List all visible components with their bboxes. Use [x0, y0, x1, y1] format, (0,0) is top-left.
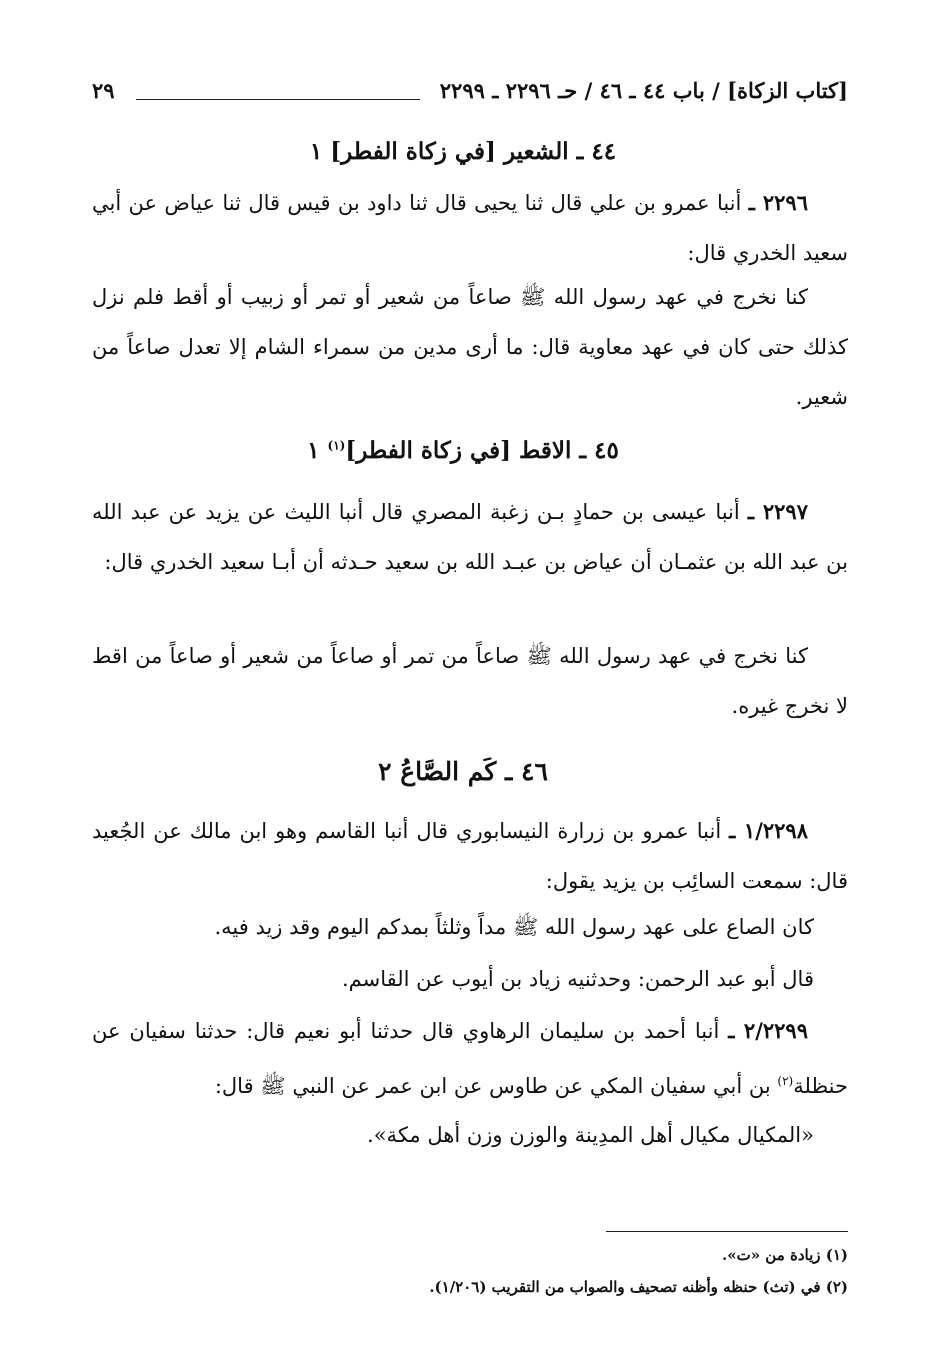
isnad-text: أنبا عيسى بن حمادٍ بـن زغبة المصري قال أنبا الليث عن يزيد عن عبد الله بن عبد الله بن عثمـان أن عياض بن عبـد الله بن سعيد حـدثه أن أبـا سعيد الخدري قال: [92, 500, 848, 574]
hadith-number: ٢٢٩٧ ـ [747, 499, 808, 524]
footnote-rule [606, 1231, 848, 1232]
chapter-heading-44: ٤٤ ـ الشعير [في زكاة الفطر] ١ [309, 138, 617, 165]
hadith-2299-matn: «المكيال مكيال أهل المدِينة والوزن وزن أهل مكة». [367, 1123, 814, 1147]
footnote-2: (٢) في (تث) حنظه وأظنه تصحيف والصواب من التقريب (١/٢٠٦). [429, 1278, 848, 1296]
footnote-marker: (١) [327, 438, 346, 453]
heading-tail: ١ [307, 437, 328, 464]
isnad-text-b: بن أبي سفيان المكي عن طاوس عن ابن عمر عن النبي ﷺ قال: [214, 1074, 778, 1098]
hadith-2298-matn: كان الصاع على عهد رسول الله ﷺ مداً وثلثاً بمدكم اليوم وقد زيد فيه. [214, 915, 814, 939]
chapter-heading-46: ٤٦ ـ كَم الصَّاعُ ٢ [378, 757, 548, 786]
isnad-text: أنبا عمرو بن علي قال ثنا يحيى قال ثنا داود بن قيس قال ثنا عياض عن أبي سعيد الخدري قال: [92, 191, 848, 265]
hadith-2296-matn: كنا نخرج في عهد رسول الله ﷺ صاعاً من شعير أو تمر أو زبيب أو أقط فلم نزل كذلك حتى كان في عهد معاوية قال: ما أرى مدين من سمراء الشام إلا تعدل صاعاً من شعير. [92, 285, 848, 409]
hadith-2296-isnad [92, 178, 848, 278]
isnad-text-a: أنبا أحمد بن سليمان الرهاوي قال حدثنا أبو نعيم قال: حدثنا سفيان عن حنظلة [92, 1019, 848, 1098]
header-rule [136, 99, 420, 100]
hadith-2297-matn: كنا نخرج في عهد رسول الله ﷺ صاعاً من تمر أو صاعاً من شعير أو صاعاً من اقط لا نخرج غيره. [92, 644, 848, 718]
hadith-number: ٢٢٩٦ ـ [748, 190, 808, 215]
isnad-text: أنبا عمرو بن زرارة النيسابوري قال أنبا القاسم وهو ابن مالك عن الجُعيد قال: سمعت السائِب بن يزيد يقول: [92, 819, 848, 893]
header-title: [كتاب الزكاة] / باب ٤٤ ـ ٤٦ / حـ ٢٢٩٦ ـ ٢٢٩٩ [439, 78, 848, 103]
hadith-2298-isnad [92, 806, 848, 906]
hadith-2297-isnad [92, 487, 848, 587]
hadith-2298-note: قال أبو عبد الرحمن: وحدثنيه زياد بن أيوب عن القاسم. [342, 967, 814, 991]
hadith-number: ٢/٢٢٩٩ ـ [728, 1018, 808, 1043]
chapter-heading-45 [80, 437, 846, 464]
hadith-number: ١/٢٢٩٨ ـ [729, 818, 808, 843]
hadith-2299-isnad [92, 1006, 848, 1111]
page-number: ٢٩ [92, 78, 115, 103]
footnote-marker: (٢) [777, 1074, 794, 1088]
heading-text: ٤٥ ـ الاقط [في زكاة الفطر] [345, 437, 619, 464]
running-header [92, 78, 848, 118]
footnote-1: (١) زيادة من «ت». [721, 1246, 848, 1264]
